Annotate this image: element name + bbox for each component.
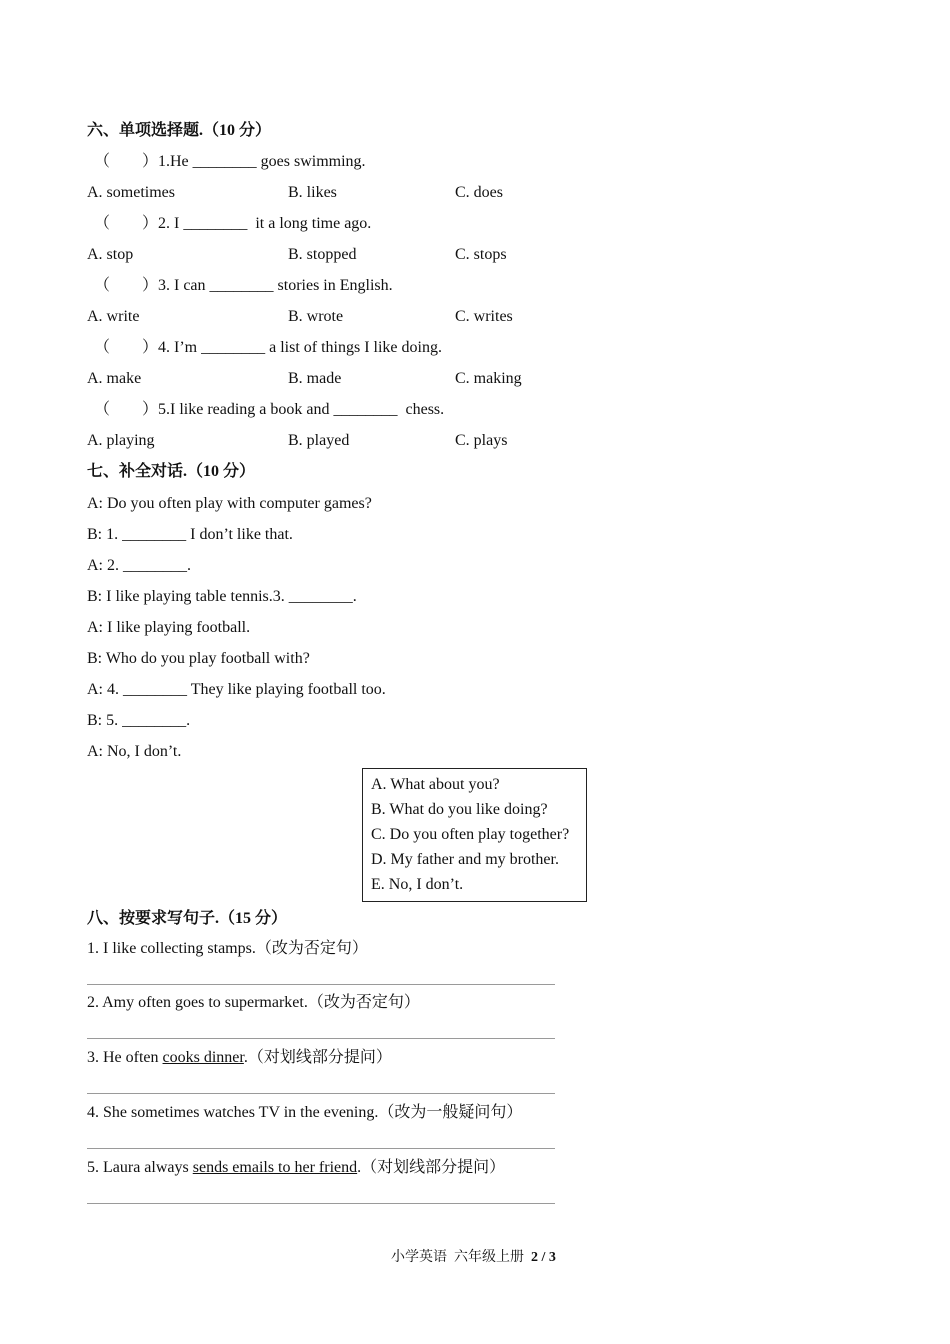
dialogue-line: B: I like playing table tennis.3. ________. [87, 588, 357, 605]
answer-line [87, 1093, 555, 1094]
section-8-title: 八、按要求写句子.（15 分） [87, 910, 288, 927]
question-2: （ ）2. I ________ it a long time ago. [94, 215, 372, 232]
q5-option-b: B. played [288, 432, 350, 449]
rewrite-text: 5. Laura always [87, 1159, 193, 1176]
q5-option-c: C. plays [455, 432, 508, 449]
dialogue-line: A: Do you often play with computer games? [87, 495, 372, 512]
rewrite-text: 2. Amy often goes to supermarket. [87, 994, 308, 1011]
question-1: （ ）1.He ________ goes swimming. [94, 153, 366, 170]
dialogue-line: A: I like playing football. [87, 619, 251, 636]
q2-option-b: B. stopped [288, 246, 357, 263]
dialogue-option: E. No, I don’t. [371, 876, 464, 893]
rewrite-note: （改为否定句） [255, 940, 368, 957]
answer-line [87, 1148, 555, 1149]
dialogue-line: A: No, I don’t. [87, 743, 182, 760]
q5-option-a: A. playing [87, 432, 155, 449]
rewrite-text: 3. He often [87, 1049, 163, 1066]
rewrite-item-4 [87, 1103, 522, 1123]
dialogue-options-box [362, 768, 587, 902]
rewrite-item-3 [87, 1048, 392, 1068]
q2-option-a: A. stop [87, 246, 134, 263]
q4-option-a: A. make [87, 370, 142, 387]
dialogue-option: C. Do you often play together? [371, 826, 570, 843]
rewrite-item-2 [87, 993, 420, 1013]
q3-option-a: A. write [87, 308, 140, 325]
dialogue-line: B: 1. ________ I don’t like that. [87, 526, 293, 543]
q2-option-c: C. stops [455, 246, 507, 263]
q1-option-b: B. likes [288, 184, 337, 201]
dialogue-option: D. My father and my brother. [371, 851, 559, 868]
q4-option-b: B. made [288, 370, 342, 387]
answer-line [87, 984, 555, 985]
section-7-title: 七、补全对话.（10 分） [87, 463, 256, 480]
question-3: （ ）3. I can ________ stories in English. [94, 277, 393, 294]
page-footer [391, 1246, 556, 1266]
rewrite-item-5 [87, 1158, 505, 1178]
underlined-phrase: cooks dinner [162, 1049, 244, 1066]
rewrite-text: 1. I like collecting stamps. [87, 940, 256, 957]
question-5: （ ）5.I like reading a book and ________ chess. [94, 401, 445, 418]
dialogue-line: A: 4. ________ They like playing football too. [87, 681, 386, 698]
q1-option-a: A. sometimes [87, 184, 175, 201]
rewrite-note: （对划线部分提问） [247, 1049, 392, 1066]
rewrite-note: （对划线部分提问） [361, 1159, 506, 1176]
footer-subject: 小学英语 六年级上册 [391, 1250, 531, 1265]
section-6-title: 六、单项选择题.（10 分） [87, 122, 272, 139]
dialogue-line: B: 5. ________. [87, 712, 191, 729]
dialogue-option: A. What about you? [371, 776, 500, 793]
answer-line [87, 1203, 555, 1204]
dialogue-line: A: 2. ________. [87, 557, 191, 574]
page-number: 2 / 3 [531, 1250, 556, 1265]
rewrite-text: 4. She sometimes watches TV in the evening. [87, 1104, 379, 1121]
answer-line [87, 1038, 555, 1039]
q1-option-c: C. does [455, 184, 503, 201]
question-4: （ ）4. I’m ________ a list of things I like doing. [94, 339, 442, 356]
rewrite-note: （改为一般疑问句） [378, 1104, 523, 1121]
dialogue-line: B: Who do you play football with? [87, 650, 310, 667]
underlined-phrase: sends emails to her friend [192, 1159, 358, 1176]
rewrite-text-end: . [357, 1159, 362, 1176]
rewrite-note: （改为否定句） [307, 994, 420, 1011]
dialogue-option: B. What do you like doing? [371, 801, 548, 818]
q3-option-b: B. wrote [288, 308, 344, 325]
q4-option-c: C. making [455, 370, 522, 387]
rewrite-text-end: . [243, 1049, 248, 1066]
rewrite-item-1 [87, 939, 368, 959]
q3-option-c: C. writes [455, 308, 513, 325]
